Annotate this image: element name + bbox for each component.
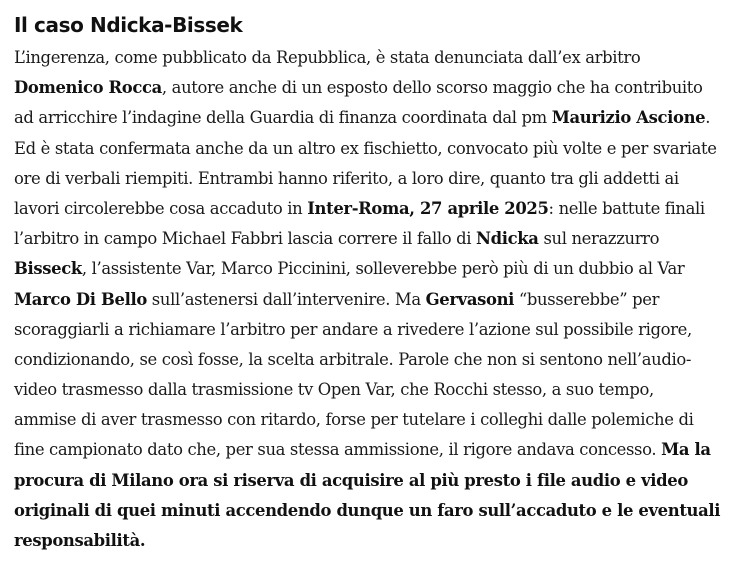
text-line [14, 43, 742, 73]
bold-text: Maurizio Ascione [551, 108, 706, 128]
text-line [14, 254, 742, 284]
text-segment: . [705, 108, 711, 128]
text-line [14, 526, 742, 556]
bold-text: Marco Di Bello [14, 289, 147, 309]
bold-text: Ndicka [476, 229, 539, 249]
text-line [14, 73, 742, 103]
text-segment: condizionando, se così fosse, la scelta arbitrale. Parole che non si sentono nell’audio- [14, 349, 692, 369]
bold-text: Inter-Roma, 27 aprile 2025 [307, 198, 549, 218]
text-line [14, 345, 742, 375]
text-segment: ore di verbali riempiti. Entrambi hanno riferito, a loro dire, quanto tra gli addetti ai [14, 168, 679, 188]
text-line [14, 103, 742, 133]
text-line [14, 375, 742, 405]
text-segment: sul nerazzurro [538, 229, 660, 249]
bold-text: originali di quei minuti accendendo dunque un faro sull’accaduto e le eventuali [14, 500, 721, 520]
text-segment: “busserebbe” per [514, 289, 660, 309]
text-segment: fine campionato dato che, per sua stessa ammissione, il rigore andava concesso. [14, 440, 662, 460]
text-segment: ad arricchire l’indagine della Guardia di finanza coordinata dal pm [14, 108, 552, 128]
text-line [14, 164, 742, 194]
bold-text: Domenico Rocca [14, 78, 162, 98]
text-line [14, 405, 742, 435]
text-line [14, 285, 742, 315]
text-line [14, 435, 742, 465]
text-segment: : nelle battute finali [548, 198, 705, 218]
bold-text: Ma la [661, 440, 711, 460]
text-segment: l’arbitro in campo Michael Fabbri lascia correre il fallo di [14, 229, 477, 249]
text-segment: scoraggiarli a richiamare l’arbitro per andare a rivedere l’azione sul possibile rigore, [14, 319, 692, 339]
text-segment: sull’astenersi dall’intervenire. Ma [146, 289, 426, 309]
text-segment: Ed è stata confermata anche da un altro ex fischietto, convocato più volte e per svariate [14, 138, 717, 158]
text-segment: L’ingerenza, come pubblicato da Repubblica, è stata denunciata dall’ex arbitro [14, 48, 641, 67]
text-line [14, 496, 742, 526]
text-line [14, 134, 742, 164]
text-segment: , l’assistente Var, Marco Piccinini, solleverebbe però più di un dubbio al Var [81, 259, 685, 279]
text-line [14, 194, 742, 224]
bold-text: Bisseck [14, 259, 82, 279]
bold-text: responsabilità. [14, 531, 146, 550]
article-title: Il caso Ndicka-Bissek [14, 13, 243, 37]
text-segment: video trasmesso dalla trasmissione tv Open Var, che Rocchi stesso, a suo tempo, [14, 380, 654, 400]
text-segment: lavori circolerebbe cosa accaduto in [14, 198, 308, 218]
text-line [14, 224, 742, 254]
text-line [14, 466, 742, 496]
article [14, 10, 742, 556]
text-line [14, 315, 742, 345]
text-segment: , autore anche di un esposto dello scorso maggio che ha contribuito [161, 78, 703, 98]
text-segment: ammise di aver trasmesso con ritardo, forse per tutelare i colleghi dalle polemiche di [14, 410, 694, 430]
bold-text: procura di Milano ora si riserva di acquisire al più presto i file audio e video [14, 470, 688, 490]
bold-text: Gervasoni [425, 289, 515, 309]
article-body [14, 43, 742, 556]
